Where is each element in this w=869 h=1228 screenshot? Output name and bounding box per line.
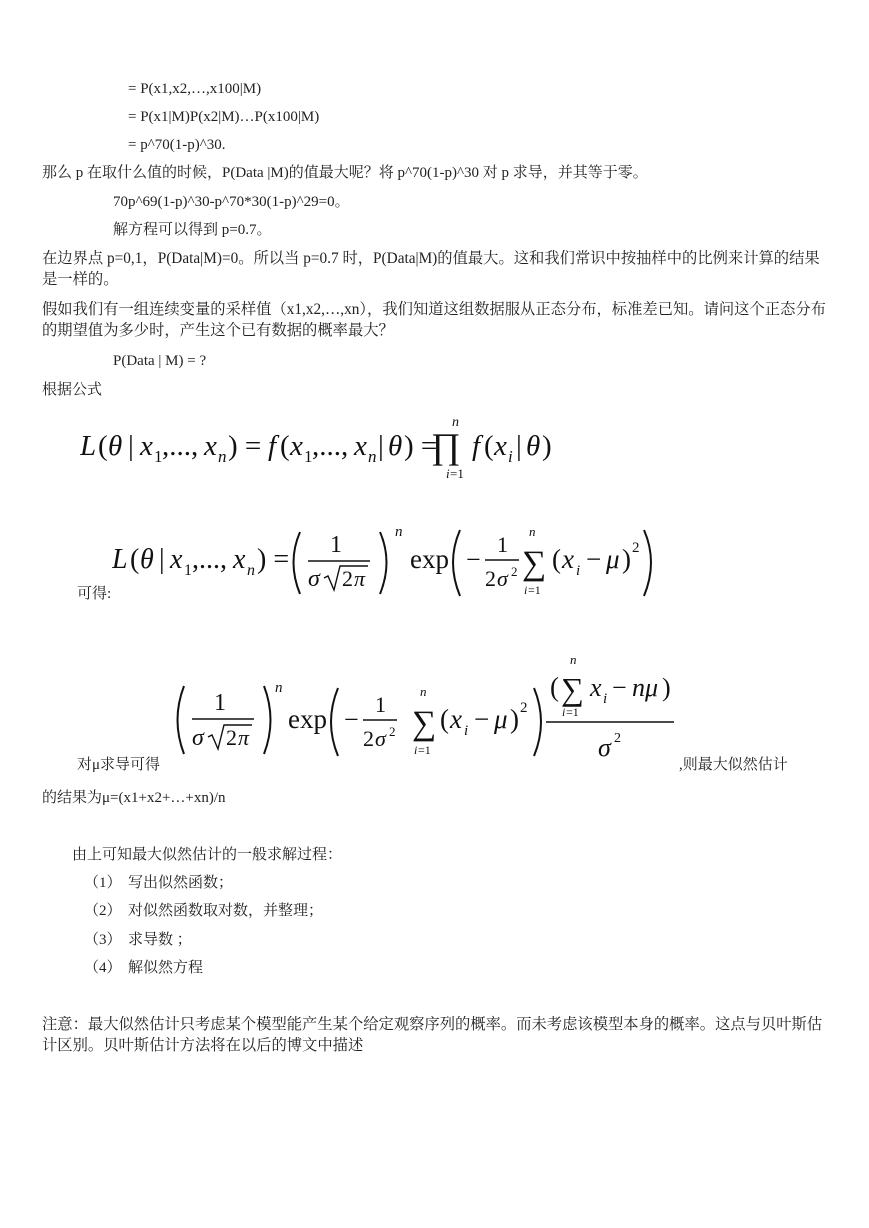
step-number: （1） [84,875,122,891]
svg-text:,...,: ,..., [162,430,199,462]
svg-text:1: 1 [330,532,342,558]
svg-text:=1: =1 [528,583,541,597]
svg-text:1: 1 [497,532,508,557]
gaussian-likelihood-formula [112,522,672,607]
mle-result: 的结果为μ=(x1+x2+…+xn)/n [42,790,226,806]
svg-text:θ: θ [388,430,403,462]
svg-text:π: π [354,566,366,591]
svg-text:,...,: ,..., [312,430,349,462]
svg-text:x: x [590,673,602,702]
svg-text:L: L [80,430,97,462]
svg-text:2: 2 [632,540,640,556]
svg-text:i: i [562,705,566,719]
svg-text:(: ( [550,672,559,702]
svg-text:x: x [140,430,153,462]
svg-text:n: n [275,680,283,696]
step-text: 对似然函数取对数，并整理； [128,903,324,919]
boundary-paragraph: 在边界点 p=0,1，P(Data|M)=0。所以当 p=0.7 时，P(Data|M)的值最大。这和我们常识中按抽样中的比例来计算的结果是一样的。 [42,250,820,288]
svg-text:i: i [603,691,608,707]
svg-text:−: − [466,545,481,574]
svg-text:(: ( [280,430,290,462]
derivation-line-2: = P(x1|M)P(x2|M)…P(x100|M) [128,109,320,125]
svg-text:): ) [662,673,671,702]
svg-text:n: n [452,415,459,430]
continuous-paragraph: 假如我们有一组连续变量的采样值（x1,x2,…,xn），我们知道这组数据服从正态分布，标准差已知。请问这个正态分布的期望值为多少时，产生这个已有数据的概率最大？ [42,301,826,339]
svg-text:i: i [576,563,581,579]
svg-text:(: ( [440,704,449,734]
svg-text:f: f [472,430,481,462]
note-paragraph: 注意：最大似然估计只考虑某个模型能产生某个给定观察序列的概率。而未考虑该模型本身的概率。这点与贝叶斯估计区别。贝叶斯估计方法将在以后的博文中描述 [42,1016,823,1054]
svg-text:∏: ∏ [431,426,461,466]
svg-text:i: i [508,447,513,466]
svg-text:i: i [446,466,450,481]
question-paragraph: 那么 p 在取什么值的时候，P(Data |M)的值最大呢？将 p^70(1-p)^30 对 p 求导，并其等于零。 [42,165,648,181]
mle-tail-text: ,则最大似然估计 [679,757,788,773]
svg-text:2: 2 [485,566,496,591]
svg-text:2: 2 [614,731,621,746]
svg-text:(: ( [484,430,494,462]
likelihood-definition-formula [80,412,580,489]
svg-text:) =: ) = [404,430,438,462]
step-text: 写出似然函数； [128,875,234,891]
svg-text:2: 2 [226,725,237,750]
formula-intro: 根据公式 [42,382,103,398]
svg-text:x: x [204,430,217,462]
svg-text:σ: σ [308,566,320,592]
svg-text:2: 2 [363,726,374,751]
svg-text:i: i [464,723,469,739]
svg-text:2: 2 [520,700,528,716]
step-number: （2） [84,903,122,919]
svg-text:x: x [450,704,462,734]
steps-intro: 由上可知最大似然估计的一般求解过程： [72,847,343,863]
derivative-equation: 70p^69(1-p)^30-p^70*30(1-p)^29=0。 [113,194,350,210]
svg-text:,...,: ,..., [192,544,227,575]
svg-text:2: 2 [342,566,353,591]
svg-text:n: n [218,447,227,466]
svg-text:=1: =1 [418,743,431,757]
derivation-line-1: = P(x1,x2,…,x100|M) [128,81,262,97]
svg-text:x: x [170,544,183,575]
svg-text:x: x [290,430,303,462]
svg-text:1: 1 [214,690,226,716]
svg-text:−: − [344,705,359,734]
svg-text:exp: exp [410,544,449,574]
svg-text:=1: =1 [450,466,464,481]
svg-text:σ: σ [598,733,611,762]
svg-text:μ: μ [606,544,620,574]
svg-text:σ: σ [375,726,386,751]
svg-text:n: n [247,562,255,579]
pdata-question: P(Data | M) = ? [113,353,207,369]
svg-text:n: n [420,684,427,699]
svg-text:x: x [562,544,574,574]
svg-text:n: n [529,524,536,539]
svg-text:π: π [238,725,250,750]
svg-text:): ) [542,430,552,462]
svg-text:) =: ) = [257,544,290,575]
svg-text:μ: μ [494,704,508,734]
svg-text:−: − [474,704,490,734]
svg-text:θ: θ [140,544,154,575]
svg-text:2: 2 [389,724,396,739]
svg-text:nμ: nμ [632,673,659,702]
solve-text: 解方程可以得到 p=0.7。 [113,222,272,238]
svg-text:2: 2 [511,564,518,579]
svg-text:=1: =1 [566,705,579,719]
svg-text:|: | [159,544,165,575]
svg-text:(: ( [552,544,561,574]
svg-text:): ) [510,704,519,734]
svg-text:x: x [354,430,367,462]
step-text: 解似然方程 [128,960,204,976]
svg-text:θ: θ [526,430,541,462]
svg-text:L: L [112,544,128,575]
svg-text:f: f [268,430,277,462]
svg-text:exp: exp [288,704,327,734]
derivation-line-3: = p^70(1-p)^30. [128,137,226,153]
step-number: （4） [84,960,122,976]
step-text: 求导数 ； [128,932,192,948]
svg-text:1: 1 [154,447,163,466]
svg-text:n: n [395,524,403,540]
svg-text:(: ( [98,430,108,462]
svg-text:σ: σ [497,566,508,591]
svg-text:(: ( [130,544,140,575]
svg-text:−: − [586,544,602,574]
svg-text:1: 1 [184,562,192,579]
svg-text:i: i [414,743,418,757]
svg-text:) =: ) = [228,430,262,462]
svg-text:∑: ∑ [522,545,547,582]
svg-text:∑: ∑ [412,705,437,742]
derive-mu-label: 对μ求导可得 [77,757,161,773]
svg-text:x: x [494,430,507,462]
svg-text:|: | [516,430,522,462]
keyide-label: 可得: [77,586,112,602]
svg-text:x: x [233,544,246,575]
svg-text:1: 1 [375,692,386,717]
svg-text:1: 1 [304,447,313,466]
svg-text:−: − [612,673,627,702]
svg-text:): ) [622,544,631,574]
svg-text:i: i [524,583,528,597]
svg-text:σ: σ [192,725,204,751]
svg-text:n: n [570,652,577,667]
svg-text:|: | [128,430,134,462]
step-number: （3） [84,932,122,948]
derivative-mu-formula [172,652,682,773]
svg-text:∑: ∑ [561,671,584,707]
svg-text:|: | [378,430,384,462]
svg-text:n: n [368,447,377,466]
svg-text:θ: θ [108,430,123,462]
